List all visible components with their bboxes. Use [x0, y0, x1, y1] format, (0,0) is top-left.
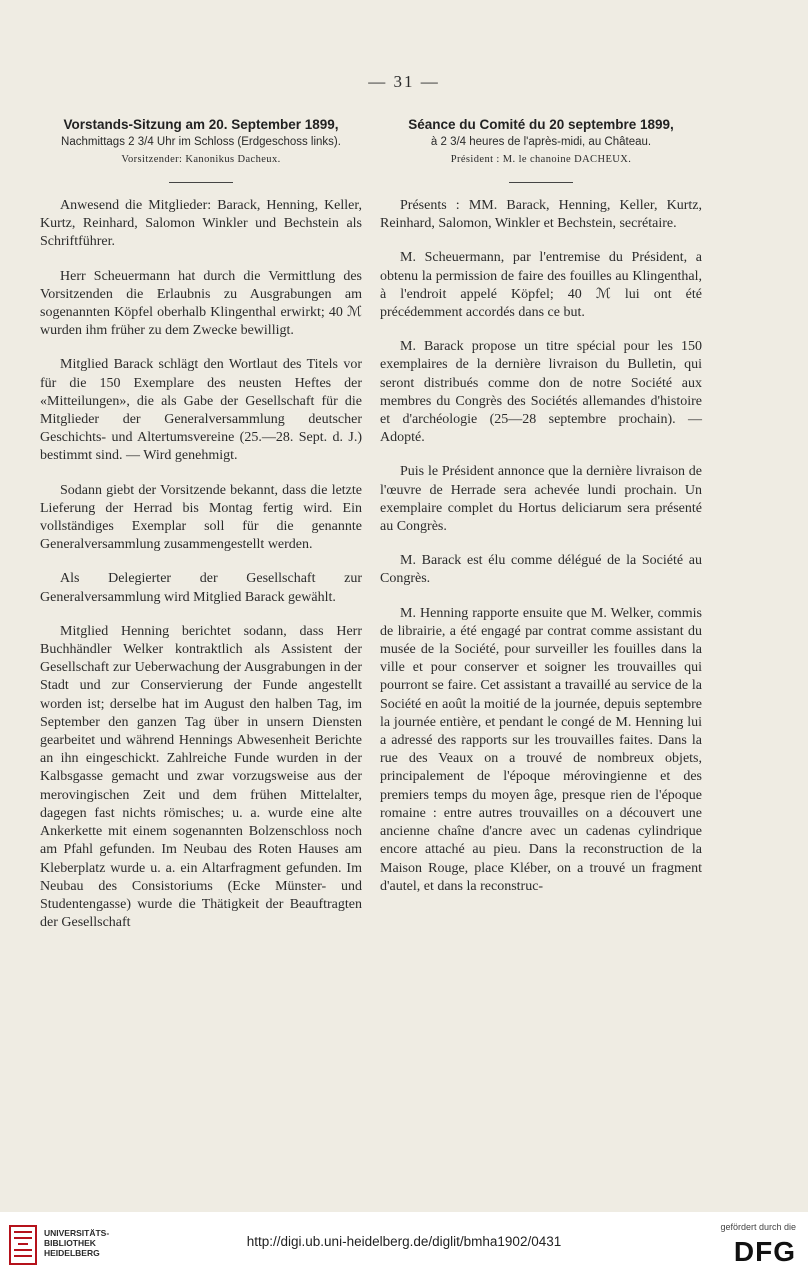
divider [509, 182, 573, 183]
german-paragraph: Anwesend die Mitglieder: Barack, Henning, Keller, Kurtz, Reinhard, Salomon Winkler und Bechstein als Schriftführer. [40, 198, 362, 250]
german-paragraph: Mitglied Barack schlägt den Wortlaut des Titels vor für die 150 Exemplare des neusten Heftes der «Mitteilungen», die als Gabe der Gesellschaft für die Mitglieder der Generalversammlung deutscher Geschichts- und Altertumsvereine (25.—28. Sept. d. J.) bestimmt sind. — Wird genehmigt. [40, 357, 362, 464]
footer-bar [0, 1212, 808, 1274]
page-number: — 31 — [368, 72, 440, 91]
french-paragraph: M. Henning rapporte ensuite que M. Welker, commis de librairie, a été engagé par contrat comme assistant du musée de la Société, pour surveiller les fouilles dans la ville et pour conserver et soigner les trouvailles qui pourront se faire. Cet assistant a travaillé au service de la Société en août la moitié de la journée, depuis septembre la journée entière, et pendant le congé de M. Henning lui a adressé des rapports sur les trouvailles faites. Dans la rue des Veaux on a trouvé de nombreux objets, principalement de l'époque mérovingienne et des premiers temps du moyen âge, presque rien de l'époque romaine : entre autres trouvailles on a découvert une ancienne chaîne d'ancre avec un cadenas cylindrique encore attaché au pieu. Dans la reconstruction de la Maison Rouge, place Kléber, on a trouvé un fragment d'autel, et dans la reconstruc- [380, 605, 702, 894]
german-subtitle: Nachmittags 2 3/4 Uhr im Schloss (Erdgeschoss links). [61, 136, 341, 148]
french-paragraph: M. Scheuermann, par l'entremise du Président, a obtenu la permission de faire des fouilles au Klingenthal, à l'endroit appelé Köpfel; 40 ℳ lui ont été précédemment accordés dans ce but. [380, 250, 702, 321]
library-name-line: BIBLIOTHEK [44, 1238, 96, 1248]
french-subtitle: à 2 3/4 heures de l'après-midi, au Château. [430, 136, 652, 148]
library-name-line: UNIVERSITÄTS- [44, 1228, 110, 1238]
german-paragraph: Sodann giebt der Vorsitzende bekannt, dass die letzte Lieferung der Herrad bis Montag fertig wird. Ein vollständiges Exemplar soll für die genannte Generalversammlung zusammengestellt werden. [40, 482, 362, 553]
french-paragraph: M. Barack propose un titre spécial pour les 150 exemplaires de la dernière livraison du Bulletin, qui seront distribués comme don de notre Société aux membres du Congrès des Sociétés allemandes d'histoire et d'archéologie (25—28 septembre prochain). — Adopté. [380, 339, 702, 446]
divider [169, 182, 233, 183]
french-paragraph: Présents : MM. Barack, Henning, Keller, Kurtz, Reinhard, Salomon, Winkler et Bechstein, secrétaire. [380, 198, 702, 232]
french-title: Séance du Comité du 20 septembre 1899, [408, 117, 674, 132]
french-paragraph: Puis le Président annonce que la dernière livraison de l'œuvre de Herrade sera achevée lundi prochain. Un exemplaire complet du Hortus deliciarum sera présenté au Congrès. [380, 464, 702, 535]
german-title: Vorstands-Sitzung am 20. September 1899, [63, 117, 339, 132]
german-column [40, 116, 362, 948]
german-paragraph: Herr Scheuermann hat durch die Vermittlung des Vorsitzenden die Erlaubnis zu Ausgrabungen am sogenannten Köpfel oberhalb Klingenthal erwirkt; 40 ℳ wurden ihm früher zu dem Zwecke bewilligt. [40, 268, 362, 339]
permalink[interactable]: http://digi.ub.uni-heidelberg.de/diglit/bmha1902/0431 [246, 1234, 562, 1249]
french-column [380, 116, 702, 912]
german-chair: Vorsitzender: Kanonikus Dacheux. [121, 154, 281, 165]
french-chair: Président : M. le chanoine DACHEUX. [450, 154, 632, 165]
french-paragraph: M. Barack est élu comme délégué de la Société au Congrès. [380, 553, 702, 587]
german-paragraph: Als Delegierter der Gesellschaft zur Generalversammlung wird Mitglied Barack gewählt. [40, 571, 362, 605]
funded-by-label: gefördert durch die [720, 1222, 796, 1232]
library-name-line: HEIDELBERG [44, 1248, 100, 1258]
dfg-logo: DFG [733, 1236, 796, 1267]
german-paragraph: Mitglied Henning berichtet sodann, dass Herr Buchhändler Welker kontraktlich als Assistent der Gesellschaft zur Ueberwachung der Ausgrabungen in der Stadt und zur Conservierung der Funde angestellt worden ist; derselbe hat im August den halben Tag, im September den ganzen Tag über in unsern Diensten gearbeitet und während Hennings Abwesenheit Berichte an ihn eingeschickt. Zahlreiche Funde wurden in der Kalbsgasse gemacht und zwar vorzugsweise aus der merovingischen Zeit und dem frühen Mittelalter, dagegen fast nichts römisches; u. a. wurde eine alte Ankerkette mit einem sogenannten Bolzenschloss noch am Pfahl gefunden. Im Neubau des Roten Hauses am Kleberplatz wurde u. a. ein Altarfragment gefunden. Im Neubau des Consistoriums (Ecke Münster- und Studentengasse) wurde die Thätigkeit der Beauftragten der Gesellschaft [40, 623, 362, 931]
